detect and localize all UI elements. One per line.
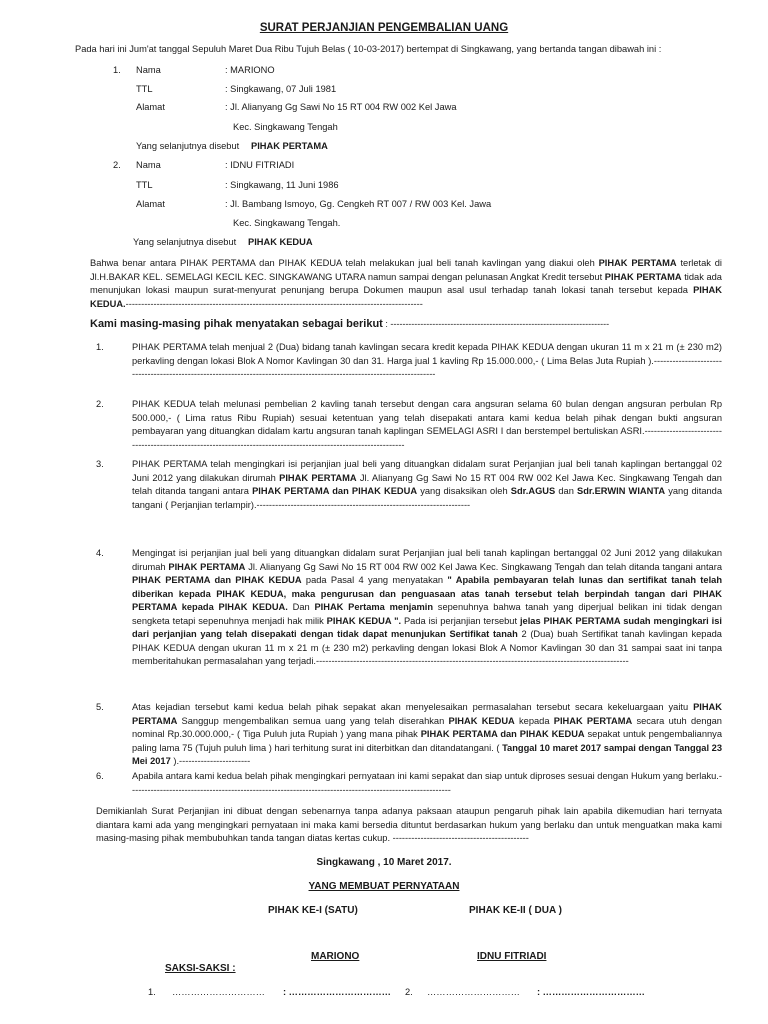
recital-bold-3: PIHAK KEDUA. — [90, 285, 722, 309]
party-1-designation-prefix: Yang selanjutnya disebut — [136, 141, 240, 151]
party-2-address-label: Alamat — [136, 199, 165, 209]
party-2-ttl: : Singkawang, 11 Juni 1986 — [225, 180, 339, 190]
party-2-designation: PIHAK KEDUA — [248, 237, 313, 247]
item-5-bold-1: PIHAK PERTAMA — [132, 702, 722, 726]
item-3-text — [132, 458, 722, 512]
signer-2-name: IDNU FITRIADI — [477, 951, 547, 962]
item-2-number: 2. — [96, 399, 104, 409]
item-4-text-6: Pada isi perjanjian tersebut — [401, 615, 520, 626]
recital-paragraph — [90, 257, 722, 311]
place-date: Singkawang , 10 Maret 2017. — [316, 857, 452, 868]
item-3-text-2: Jl. Alianyang Gg Sawi No 15 RT 004 RW 002 Kel Jawa Kec. Singkawang Tengah dan telah ditanda tangani antara — [132, 472, 722, 496]
witness-1-signature-line: : …………………………… — [283, 987, 391, 997]
party-1-address: : Jl. Alianyang Gg Sawi No 15 RT 004 RW 002 Kel Jawa — [225, 102, 457, 112]
witness-2-name-line: ………………………… — [427, 987, 520, 997]
item-2-text: PIHAK KEDUA telah melunasi pembelian 2 kavling tanah tersebut dengan cara angsuran selama 60 bulan dengan angsuran perbulan Rp 500.000,- ( Lima ratus Ribu Rupiah) sesuai ketentuan yang telah disepakati antara kami kedua belah pihak dengan bukti angsuran pembayaran yang dituangkan didalam kartu angsuran tanah kaplingan SEMELAGI ASRI I dan berstempel bertuliskan ASRI.----------------------------------------------------------------------------------------------------------------- — [132, 399, 722, 450]
document-title: SURAT PERJANJIAN PENGEMBALIAN UANG — [259, 22, 509, 34]
item-4-text-5: sepenuhnya bahwa tanah yang diperjual belikan ini tidak dengan sengketa tetapi sepenuhnya menjadi hak milik — [132, 602, 723, 626]
party-1-ttl-label: TTL — [136, 84, 153, 94]
item-3-bold-4: Sdr.ERWIN WIANTA — [577, 486, 666, 496]
item-3-text-4: dan — [555, 486, 578, 496]
closing-paragraph: Demikianlah Surat Perjanjian ini dibuat dengan sebenarnya tanpa adanya paksaan ataupun pengaruh pihak lain apabila dikemudian hari ternyata diantara kami ada yang mengingkari pernyataan ini maka kami bersedia dituntut berdasarkan hukum yang berlaku dan untuk menguatkan maka kami masing-masing pihak membubuhkan tanda tangan diatas kertas cukup. -------------------------------------------- — [96, 806, 722, 843]
party-2-designation-prefix: Yang selanjutnya disebut — [133, 237, 237, 247]
party-1-address-label: Alamat — [136, 102, 165, 112]
signer-1-name: MARIONO — [311, 951, 360, 962]
witness-2-number: 2. — [405, 987, 413, 997]
witness-1-name-line: ………………………… — [172, 987, 265, 997]
item-5-text-5: sepakat untuk pengembaliannya paling lama 75 (Tujuh puluh lima ) hari terhitung surat ini diterbitkan dan ditandatangani. ( — [132, 729, 723, 753]
party-2-ttl-label: TTL — [136, 180, 153, 190]
witnesses-heading: SAKSI-SAKSI : — [165, 963, 236, 974]
item-6-number: 6. — [96, 771, 104, 781]
item-3-text-5: yang ditanda tangani ( Perjanjian terlampir).--------------------------------------------------------------------- — [132, 486, 723, 510]
item-4-bold-1: PIHAK PERTAMA — [168, 561, 246, 572]
recital-text-2: terletak di Jl.H.BAKAR KEL. SEMELAGI KECIL KEC. SINGKAWANG UTARA namun sampai dengan pelunasan Angkat Kredit tersebut — [90, 258, 722, 282]
party-2-address-cont: Kec. Singkawang Tengah. — [233, 218, 341, 228]
intro-paragraph: Pada hari ini Jum'at tanggal Sepuluh Maret Dua Ribu Tujuh Belas ( 10-03-2017) bertempat di Singkawang, yang bertanda tangan dibawah ini : — [75, 44, 662, 54]
recital-bold-2: PIHAK PERTAMA — [604, 271, 682, 282]
agreement-heading — [90, 318, 609, 332]
item-5-bold-3: PIHAK PERTAMA — [553, 715, 633, 726]
party-1-name: : MARIONO — [225, 65, 275, 75]
item-5-text-3: kepada — [514, 715, 554, 726]
item-4-bold-2: PIHAK PERTAMA dan PIHAK KEDUA — [132, 575, 302, 585]
item-5-text-1: Atas kejadian tersebut kami kedua belah pihak sepakat akan menyelesaikan permasalahan tersebut secara kekeluargaan yaitu — [132, 702, 694, 712]
item-1-text: PIHAK PERTAMA telah menjual 2 (Dua) bidang tanah kavlingan secara kredit kepada PIHAK KEDUA dengan ukuran 11 m x 21 m (± 230 m2) perkavling dengan lokasi Blok A Nomor Kavlingan 30 dan 31. Harga jual 1 kavling Rp 15.000.000,- ( Lima Belas Juta Rupiah ).------------------------------------------------------------------------------------------------------------------------ — [132, 342, 722, 379]
item-5-text — [132, 701, 722, 769]
item-5-bold-5: Tanggal 10 maret 2017 sampai dengan Tanggal 23 Mei 2017 — [132, 742, 722, 766]
item-3-text-1: PIHAK PERTAMA telah mengingkari isi perjanjian jual beli yang dituangkan didalam surat Perjanjian jual beli tanah kaplingan bertanggal 02 Juni 2012 yang dilakukan dirumah — [132, 459, 722, 483]
item-3-bold-1: PIHAK PERTAMA — [279, 472, 357, 483]
agreement-heading-tail: : ------------------------------------------------------------------------- — [382, 319, 610, 329]
item-3-bold-2: PIHAK PERTAMA dan PIHAK KEDUA — [252, 486, 418, 496]
recital-text-4: ------------------------------------------------------------------------------------------------ — [125, 298, 423, 309]
party-1-number: 1. — [113, 65, 121, 75]
item-4-text-4: Dan — [287, 602, 315, 612]
party-1-name-label: Nama — [136, 65, 161, 75]
item-4-number: 4. — [96, 548, 104, 558]
party-2-name: : IDNU FITRIADI — [225, 160, 295, 170]
item-3-number: 3. — [96, 459, 104, 469]
recital-text-1: Bahwa benar antara PIHAK PERTAMA dan PIHAK KEDUA telah melakukan jual beli tanah kavlingan yang diakui oleh — [90, 258, 599, 268]
party-2-address: : Jl. Bambang Ismoyo, Gg. Cengkeh RT 007 / RW 003 Kel. Jawa — [225, 199, 492, 209]
item-3-text-3: yang disaksikan oleh — [417, 486, 511, 496]
recital-bold-1: PIHAK PERTAMA — [598, 258, 677, 268]
party-2-signature-label: PIHAK KE-II ( DUA ) — [469, 905, 562, 916]
item-6-text: Apabila antara kami kedua belah pihak mengingkari pernyataan ini kami sepakat dan siap untuk diproses sesuai dengan Hukum yang berlaku.-------------------------------------------------------------------------------------------------------- — [132, 771, 722, 795]
item-5-text-2: Sanggup mengembalikan semua uang yang telah diserahkan — [177, 715, 449, 726]
recital-text-3: tidak ada menunjukan lokasi maupun surat-menyurat penunjang berupa Dokumen maupun asal usul terhadap tanah lokasi tanah tersebut kepada — [90, 271, 722, 295]
item-4-bold-6: jelas PIHAK PERTAMA sudah mengingkari isi dari perjanjian yang telah disepakati dengan tidak dapat menunjukan Sertifikat tanah — [132, 615, 722, 639]
item-4-text — [132, 547, 722, 669]
item-4-text-2: Jl. Alianyang Gg Sawi No 15 RT 004 RW 002 Kel Jawa Kec. Singkawang Tengah dan telah ditanda tangani antara — [245, 561, 722, 572]
item-4-text-7: 2 (Dua) buah Sertifikat tanah kavlingan kepada PIHAK KEDUA dengan ukuran 11 m x 21 m (± 230 m2) perkavling dengan lokasi Blok A Nomor Kavlingan 30 dan 31 sampai saat ini tanpa memberitahukan permasalahan yang terjadi.----------------------------------------------------------------------------------------------------- — [132, 629, 722, 666]
item-5-bold-2: PIHAK KEDUA — [448, 715, 515, 726]
item-3-bold-3: Sdr.AGUS — [510, 486, 556, 496]
party-2-number: 2. — [113, 160, 121, 170]
item-4-bold-5: PIHAK KEDUA ". — [326, 615, 402, 626]
item-5-text-6: ).----------------------- — [170, 756, 251, 766]
item-4-bold-3: " Apabila pembayaran telah lunas dan sertifikat tanah telah diberikan kepada PIHAK KEDUA, maka pengurusan dan penguasaan atas tanah tersebut telah berpindah tangan dari PIHAK PERTAMA kepada PIHAK KEDUA. — [132, 575, 723, 612]
party-1-ttl: : Singkawang, 07 Juli 1981 — [225, 84, 337, 94]
item-1-number: 1. — [96, 342, 104, 352]
party-2-name-label: Nama — [136, 160, 161, 170]
item-4-bold-4: PIHAK Pertama menjamin — [314, 602, 434, 612]
agreement-heading-text: Kami masing-masing pihak menyatakan sebagai berikut — [90, 318, 383, 330]
item-5-bold-4: PIHAK PERTAMA dan PIHAK KEDUA — [420, 729, 585, 739]
item-4-text-1: Mengingat isi perjanjian jual beli yang dituangkan didalam surat Perjanjian jual beli tanah kaplingan bertanggal 02 Juni 2012 yang dilakukan dirumah — [132, 548, 722, 572]
party-1-designation: PIHAK PERTAMA — [251, 141, 328, 151]
item-5-text-4: secara utuh dengan nominal Rp.30.000.000,- ( Tiga Puluh juta Rupiah ) yang mana pihak — [132, 715, 722, 739]
party-1-address-cont: Kec. Singkawang Tengah — [233, 122, 338, 132]
witness-2-signature-line: : …………………………… — [537, 987, 645, 997]
signers-heading: YANG MEMBUAT PERNYATAAN — [308, 881, 460, 892]
item-5-number: 5. — [96, 702, 104, 712]
witness-1-number: 1. — [148, 987, 156, 997]
item-4-text-3: pada Pasal 4 yang menyatakan — [301, 575, 448, 585]
party-1-signature-label: PIHAK KE-I (SATU) — [268, 905, 358, 916]
